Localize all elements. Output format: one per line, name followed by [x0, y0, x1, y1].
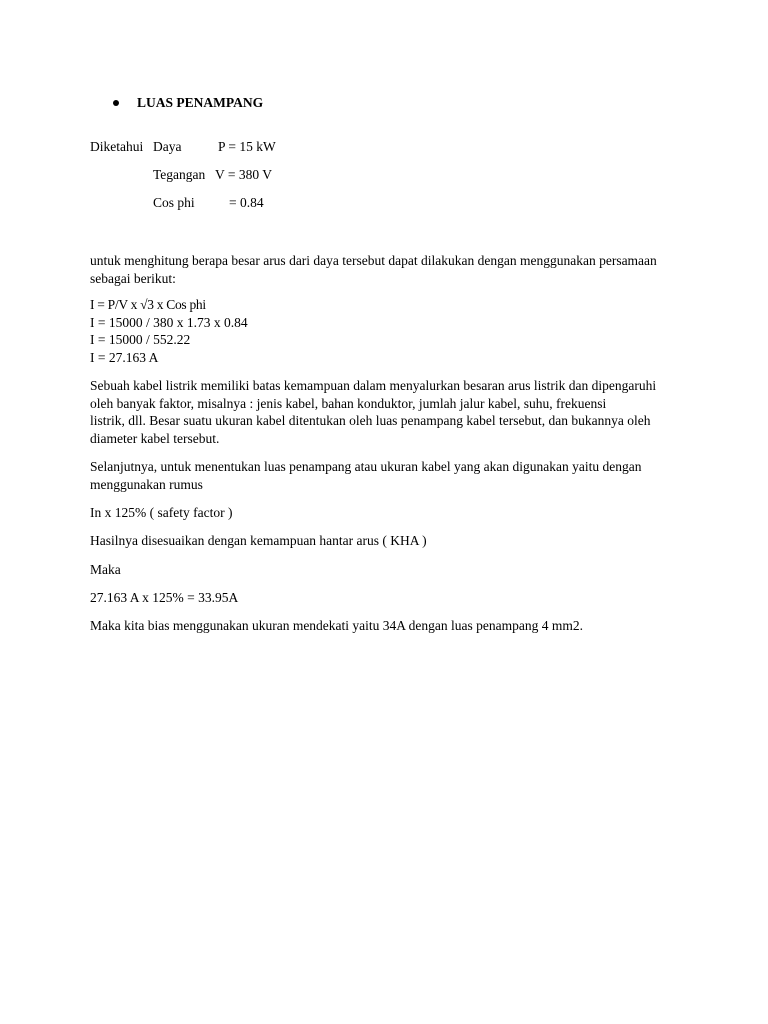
given-name-daya: Daya — [153, 139, 182, 154]
given-value-daya: P = 15 kW — [218, 139, 276, 154]
maka-text: Maka — [90, 562, 121, 577]
calculation-result: 27.163 A x 125% = 33.95A — [90, 590, 239, 605]
conclusion-text: Maka kita bias menggunakan ukuran mendekati yaitu 34A dengan luas penampang 4 mm2. — [90, 618, 584, 633]
given-value-cosphi: = 0.84 — [229, 195, 264, 210]
cable-paragraph-line-3: listrik, dll. Besar suatu ukuran kabel ditentukan oleh luas penampang kabel tersebut, dan bukannya oleh — [90, 413, 651, 428]
given-name-tegangan: Tegangan — [153, 167, 206, 182]
formula-line-3: I = 15000 / 552.22 — [90, 332, 191, 347]
kha-adjust-text: Hasilnya disesuaikan dengan kemampuan hantar arus ( KHA ) — [90, 533, 427, 548]
given-name-cosphi: Cos phi — [153, 195, 195, 210]
safety-factor-rule: In x 125% ( safety factor ) — [90, 505, 233, 520]
intro-paragraph: untuk menghitung berapa besar arus dari daya tersebut dapat dilakukan dengan menggunakan persamaan sebagai berikut: — [90, 253, 657, 286]
cable-paragraph-line-2: oleh banyak faktor, misalnya : jenis kabel, bahan konduktor, jumlah jalur kabel, suhu, frekuensi — [90, 396, 607, 411]
given-label: Diketahui — [90, 139, 144, 154]
given-value-tegangan: V = 380 V — [215, 167, 272, 182]
formula-line-4: I = 27.163 A — [90, 350, 159, 365]
next-paragraph-line-1: Selanjutnya, untuk menentukan luas penampang atau ukuran kabel yang akan digunakan yaitu dengan — [90, 459, 642, 474]
formula-line-2: I = 15000 / 380 x 1.73 x 0.84 — [90, 315, 248, 330]
cable-paragraph-line-1: Sebuah kabel listrik memiliki batas kemampuan dalam menyalurkan besaran arus listrik dan dipengaruhi — [90, 378, 657, 393]
next-paragraph-line-2: menggunakan rumus — [90, 477, 203, 492]
cable-paragraph-line-4: diameter kabel tersebut. — [90, 431, 220, 446]
bullet-icon — [113, 100, 119, 106]
section-heading: LUAS PENAMPANG — [137, 95, 264, 110]
formula-line-1: I = P/V x √3 x Cos phi — [90, 297, 206, 312]
